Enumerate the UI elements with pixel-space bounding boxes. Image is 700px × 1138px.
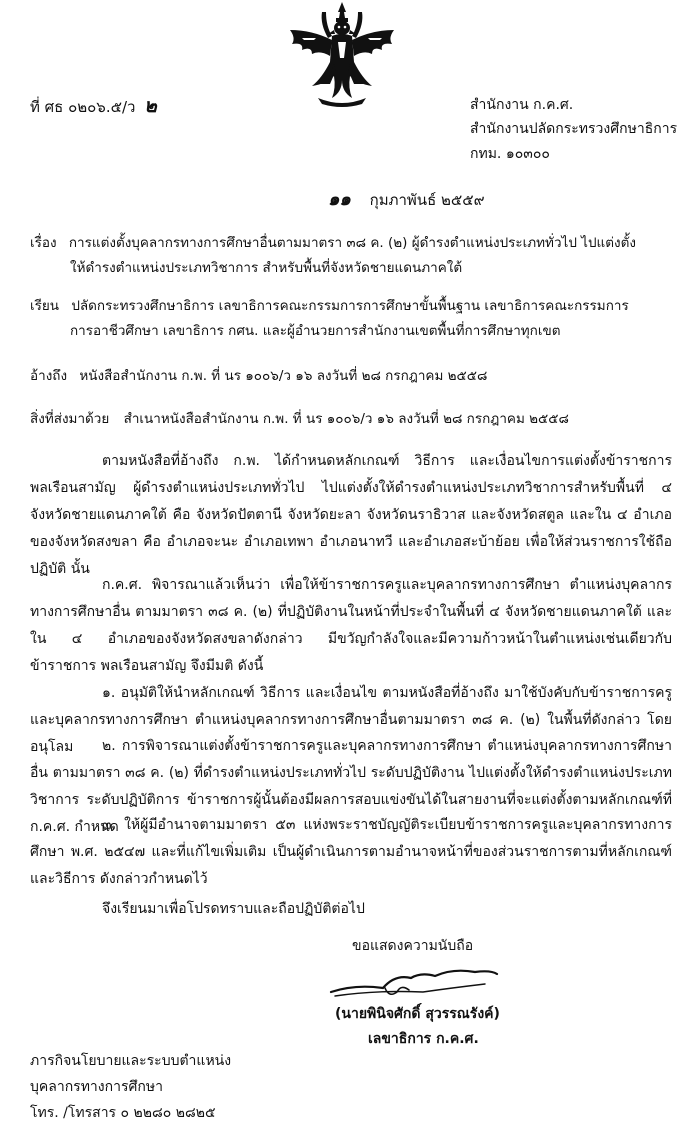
body-item-1: ๑. อนุมัติให้นำหลักเกณฑ์ วิธีการ และเงื่อนไข ตามหนังสือที่อ้างถึง มาใช้บังคับกับข้าราชการครู และบุคลากรทางการศึกษา ตำแหน่งบุคลากรทางการศึกษาอื่นตามมาตรา ๓๘ ค. (๒) ในพื้นที่ดังกล่าว โดยอนุโลม [30, 685, 672, 755]
recipient-line1 [30, 297, 629, 316]
subject-line1 [30, 234, 636, 253]
recipient-label: เรียน [30, 298, 60, 314]
enclosure-label: สิ่งที่ส่งมาด้วย [30, 411, 110, 427]
date-handwritten-day: ๑๑ [328, 189, 351, 210]
salutation: ขอแสดงความนับถือ [352, 938, 474, 954]
footer-department: ภารกิจนโยบายและระบบตำแหน่ง [30, 1053, 232, 1069]
signatory-position: เลขาธิการ ก.ค.ศ. [368, 1031, 479, 1047]
letter-date [328, 190, 485, 210]
signatory-name: (นายพินิจศักดิ์ สุวรรณรังค์) [335, 1006, 500, 1022]
body-item-3: ๓. ให้ผู้มีอำนาจตามมาตรา ๕๓ แห่งพระราชบัญญัติระเบียบข้าราชการครูและบุคลากรทางการศึกษา พ.ศ. ๒๕๔๗ และที่แก้ไขเพิ่มเติม เป็นผู้ดำเนินการตามอำนาจหน้าที่ของส่วนราชการตามที่หลักเกณฑ์และวิธีการ ดังกล่าวกำหนดไว้ [30, 817, 672, 887]
body-item-2: ๒. การพิจารณาแต่งตั้งข้าราชการครูและบุคลากรทางการศึกษา ตำแหน่งบุคลากรทางการศึกษาอื่น ตามมาตรา ๓๘ ค. (๒) ที่ดำรงตำแหน่งประเภททั่วไป ระดับปฏิบัติงาน ไปแต่งตั้งให้ดำรงตำแหน่งประเภทวิชาการ ระดับปฏิบัติการ ข้าราชการผู้นั้นต้องมีผลการสอบแข่งขันได้ในสายงานที่จะแต่งตั้งตามหลักเกณฑ์ที่ ก.ค.ศ. กำหนด [30, 738, 672, 835]
reference-text: หนังสือสำนักงาน ก.พ. ที่ นร ๑๐๐๖/ว ๑๖ ลงวันที่ ๒๘ กรกฎาคม ๒๕๕๘ [79, 368, 488, 384]
garuda-emblem-icon [282, 0, 402, 108]
closing-request: จึงเรียนมาเพื่อโปรดทราบและถือปฏิบัติต่อไป [102, 901, 365, 917]
office-ministry: สำนักงานปลัดกระทรวงศึกษาธิการ [470, 121, 678, 137]
body-paragraph-1: ตามหนังสือที่อ้างถึง ก.พ. ได้กำหนดหลักเกณฑ์ วิธีการ และเงื่อนไขการแต่งตั้งข้าราชการพลเรือนสามัญ ผู้ดำรงตำแหน่งประเภททั่วไป ไปแต่งตั้งให้ดำรงตำแหน่งประเภทวิชาการสำหรับพื้นที่ ๔ จังหวัดชายแดนภาคใต้ คือ จังหวัดปัตตานี จังหวัดยะลา จังหวัดนราธิวาส และจังหวัดสตูล และใน ๔ อำเภอของจังหวัดสงขลา คือ อำเภอจะนะ อำเภอเทพา อำเภอนาทวี และอำเภอสะบ้าย้อย เพื่อให้ส่วนราชการใช้ถือปฏิบัติ นั้น [30, 453, 672, 577]
footer-phone: โทร. /โทรสาร ๐ ๒๒๘๐ ๒๘๒๕ [30, 1105, 216, 1121]
subject-line2: ให้ดำรงตำแหน่งประเภทวิชาการ สำหรับพื้นที่จังหวัดชายแดนภาคใต้ [70, 260, 463, 276]
reference-line [30, 367, 487, 386]
enclosure-text: สำเนาหนังสือสำนักงาน ก.พ. ที่ นร ๑๐๐๖/ว ๑๖ ลงวันที่ ๒๘ กรกฎาคม ๒๕๕๘ [123, 411, 569, 427]
date-month-year: กุมภาพันธ์ ๒๕๕๙ [369, 191, 485, 209]
office-name: สำนักงาน ก.ค.ศ. [470, 97, 574, 113]
office-postcode: กทม. ๑๐๓๐๐ [470, 146, 550, 162]
enclosure-line [30, 410, 569, 429]
footer-department-sub: บุคลากรทางการศึกษา [30, 1079, 163, 1095]
recipient-line2: การอาชีวศึกษา เลขาธิการ กศน. และผู้อำนวยการสำนักงานเขตพื้นที่การศึกษาทุกเขต [70, 323, 561, 339]
subject-text: การแต่งตั้งบุคลากรทางการศึกษาอื่นตามมาตรา ๓๘ ค. (๒) ผู้ดำรงตำแหน่งประเภททั่วไป ไปแต่งตั้ง [68, 235, 636, 251]
handwritten-signature-icon [325, 962, 500, 1004]
ref-number: ที่ ศธ ๐๒๐๖.๕/ว ๒ [30, 95, 157, 117]
body-paragraph-2: ก.ค.ศ. พิจารณาแล้วเห็นว่า เพื่อให้ข้าราชการครูและบุคลากรทางการศึกษา ตำแหน่งบุคลากร ทางการศึกษาอื่น ตามมาตรา ๓๘ ค. (๒) ที่ปฏิบัติงานในหน้าที่ประจำในพื้นที่ ๔ จังหวัดชายแดนภาคใต้ และ ใน ๔ อำเภอของจังหวัดสงขลาดังกล่าว มีขวัญกำลังใจและมีความก้าวหน้าในตำแหน่งเช่นเดียวกับข้าราชการ พลเรือนสามัญ จึงมีมติ ดังนี้ [30, 577, 672, 674]
reference-label: อ้างถึง [30, 368, 68, 384]
recipient-text: ปลัดกระทรวงศึกษาธิการ เลขาธิการคณะกรรมการการศึกษาขั้นพื้นฐาน เลขาธิการคณะกรรมการ [71, 298, 629, 314]
ref-handwritten-number: ๒ [144, 95, 157, 117]
subject-label: เรื่อง [30, 235, 57, 251]
